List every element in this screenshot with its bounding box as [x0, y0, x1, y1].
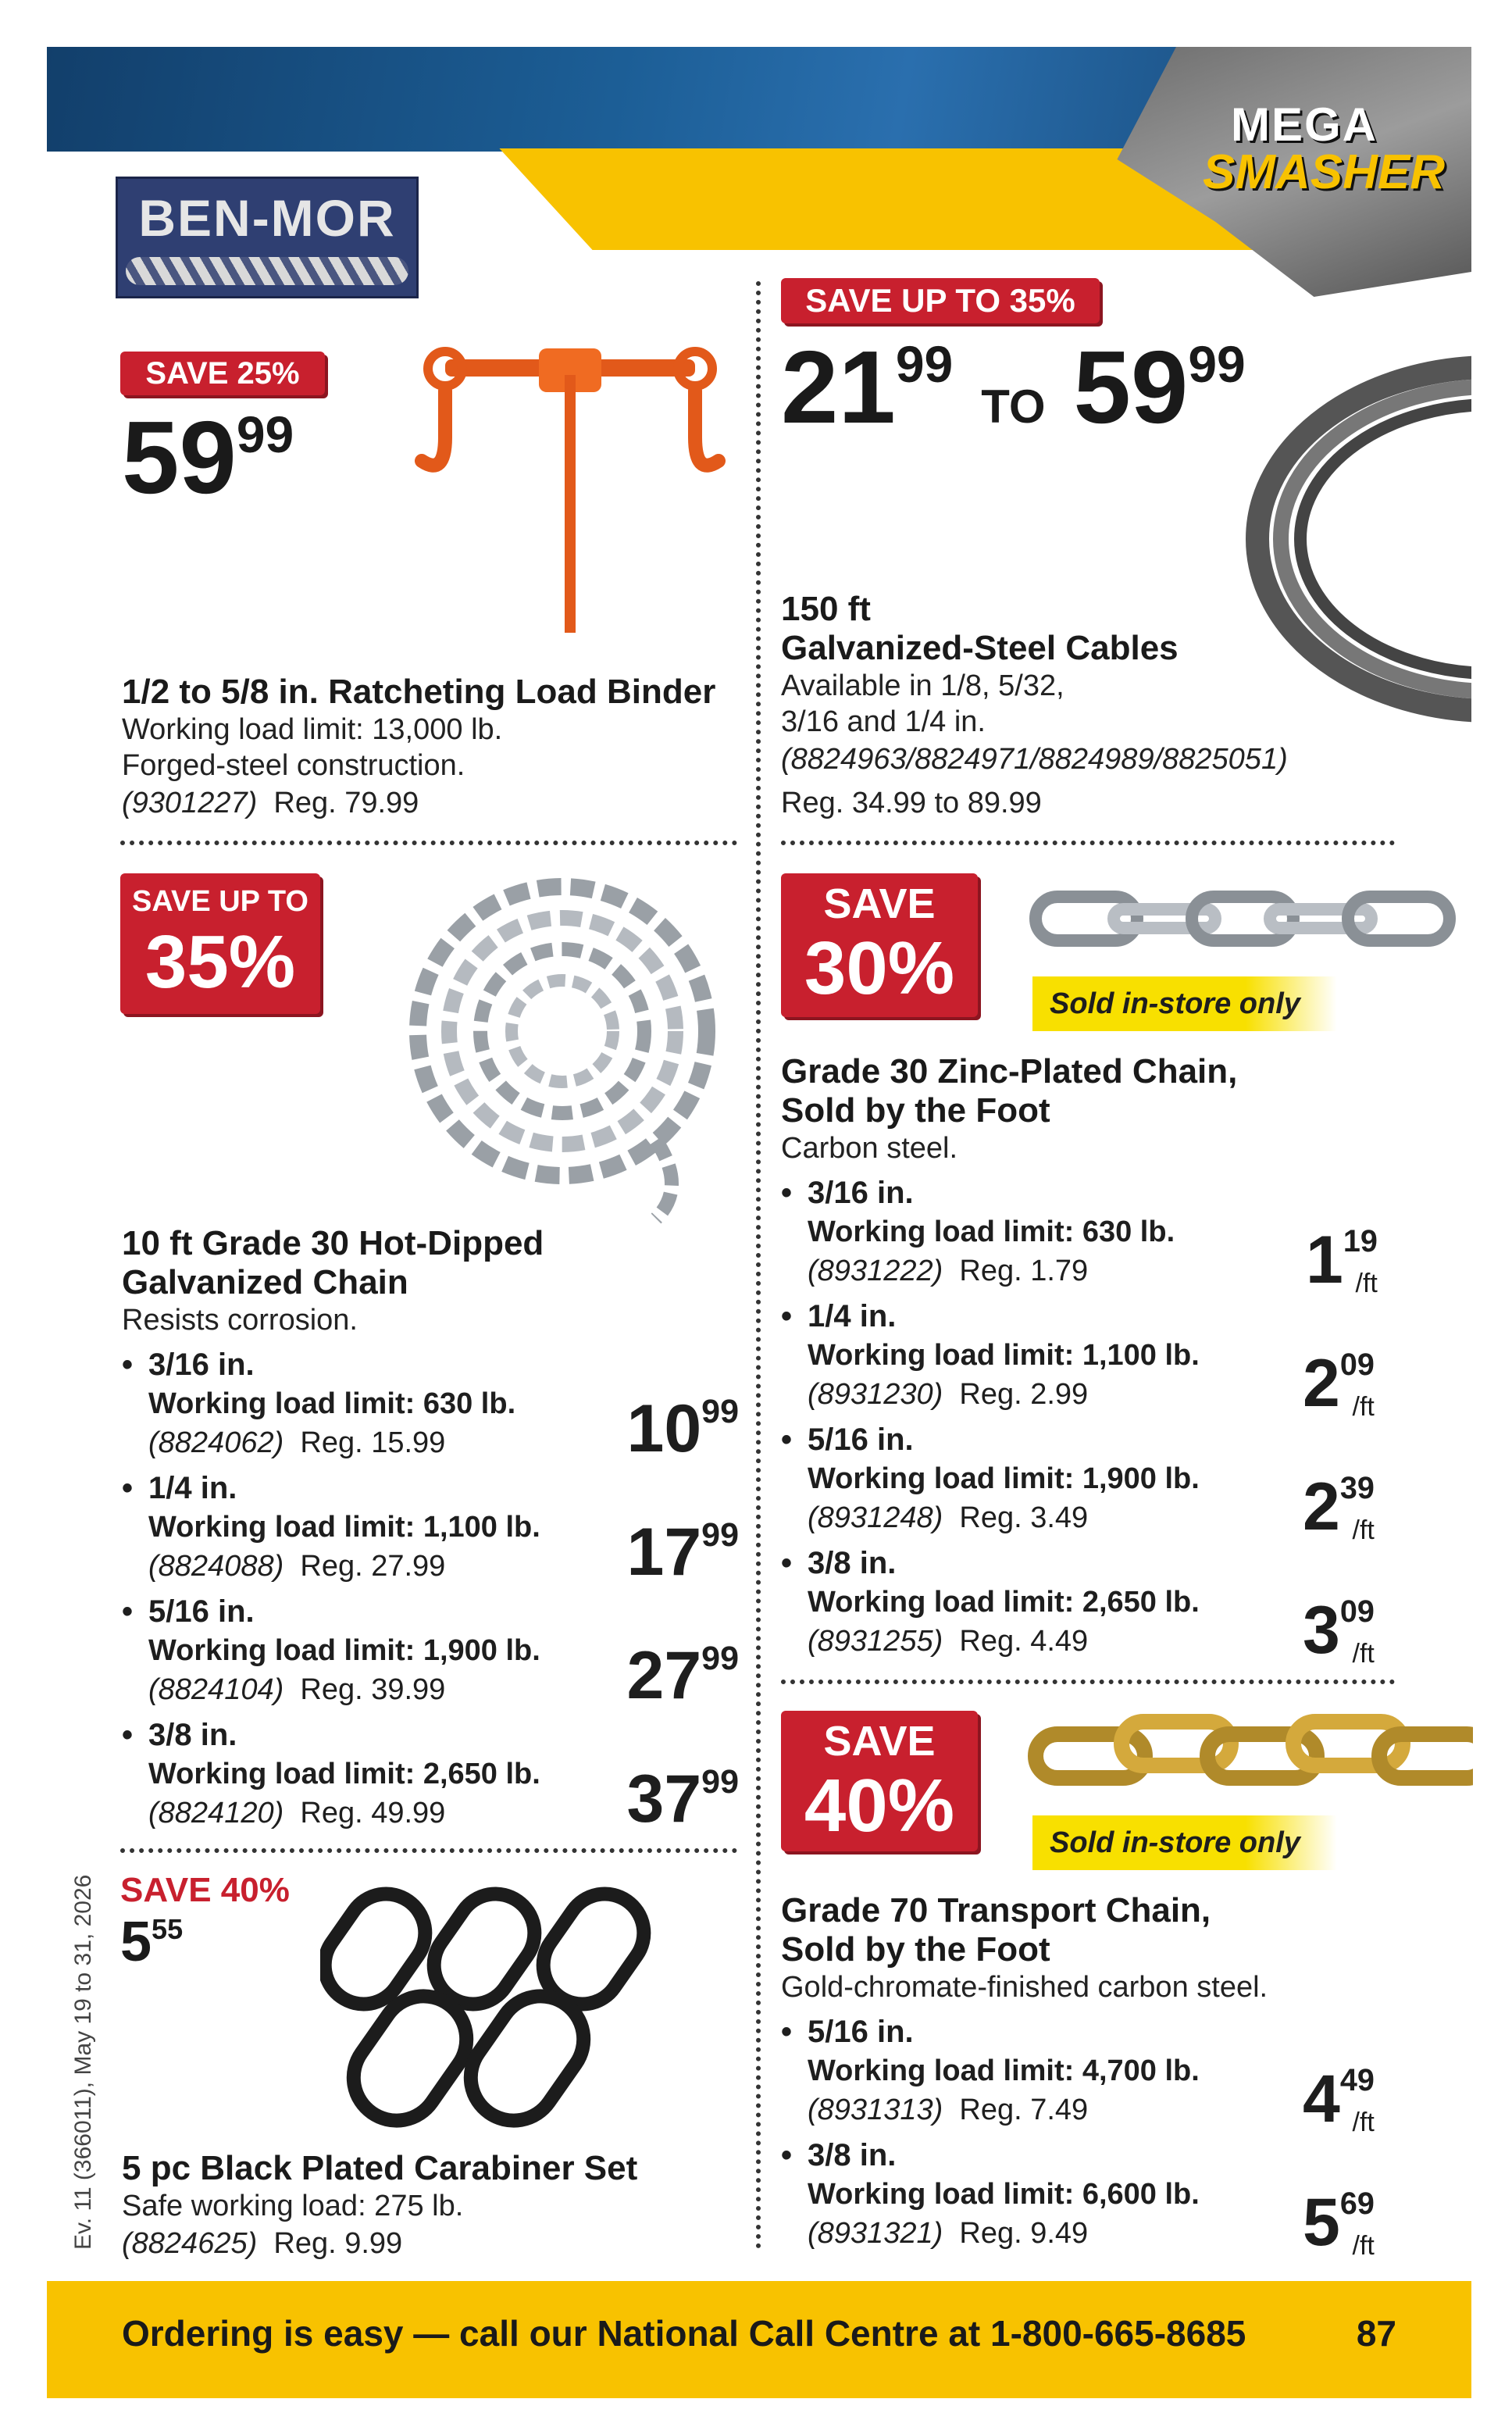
zinc-variant-1-wll: Working load limit: 630 lb.: [808, 1216, 1175, 1248]
carabiner-desc: Safe working load: 275 lb.: [122, 2190, 464, 2222]
cables-reg: Reg. 34.99 to 89.99: [781, 787, 1042, 819]
smasher-text: SMASHER: [1203, 145, 1446, 199]
load-binder-badge: SAVE 25%: [120, 352, 325, 395]
carabiner-sku-reg: (8824625) Reg. 9.99: [122, 2227, 403, 2260]
cables-image: [1234, 344, 1471, 734]
galv-variant-3-sku-reg: (8824104) Reg. 39.99: [148, 1673, 446, 1706]
zinc-variant-2-price: $2^{09}$ /ft: [1303, 1346, 1375, 1422]
load-binder-sku: (9301227): [122, 787, 258, 819]
galv-variant-1-price: $10^{99}$: [626, 1391, 739, 1466]
zinc-variant-2-wll: Working load limit: 1,100 lb.: [808, 1339, 1200, 1372]
zinc-chain-sold-tag: Sold in-store only: [1032, 976, 1337, 1031]
edition-side-note: Ev. 11 (366011), May 19 to 31, 2026: [70, 1874, 96, 2250]
zinc-chain-badge: SAVE 30%: [781, 873, 978, 1017]
zinc-variant-2-size: • 1/4 in.: [808, 1297, 896, 1336]
carabiner-price: $5^{55}$: [120, 1911, 184, 1973]
transport-variant-2-sku-reg: (8931321) Reg. 9.49: [808, 2217, 1089, 2250]
galv-variant-2-wll: Working load limit: 1,100 lb.: [148, 1511, 540, 1544]
divider-right-1: [781, 841, 1395, 845]
cables-name-1: 150 ft: [781, 590, 871, 628]
footer-bar: [47, 2281, 1471, 2398]
mega-smasher-logo: [1203, 98, 1446, 199]
cables-badge: SAVE UP TO 35%: [781, 278, 1100, 323]
galv-variant-2-sku-reg: (8824088) Reg. 27.99: [148, 1550, 446, 1583]
transport-chain-sold-tag: Sold in-store only: [1032, 1815, 1337, 1870]
zinc-variant-3-size: • 5/16 in.: [808, 1420, 914, 1459]
galv-variant-4-size: • 3/8 in.: [148, 1715, 237, 1755]
cables-desc-2: 3/16 and 1/4 in.: [781, 705, 986, 738]
zinc-variant-3-sku-reg: (8931248) Reg. 3.49: [808, 1501, 1089, 1534]
galv-variant-2-size: • 1/4 in.: [148, 1469, 237, 1508]
galv-chain-name-2: Galvanized Chain: [122, 1263, 408, 1301]
load-binder-price: $59^{99}$: [122, 400, 294, 515]
carabiner-badge: SAVE 40%: [120, 1871, 290, 1909]
load-binder-desc-1: Working load limit: 13,000 lb.: [122, 713, 503, 746]
load-binder-desc-2: Forged-steel construction.: [122, 749, 465, 782]
column-divider: [756, 281, 761, 2250]
zinc-variant-1-sku-reg: (8931222) Reg. 1.79: [808, 1255, 1089, 1287]
zinc-variant-4-price: $3^{09}$ /ft: [1303, 1593, 1375, 1669]
zinc-chain-desc: Carbon steel.: [781, 1132, 958, 1165]
transport-chain-desc: Gold-chromate-finished carbon steel.: [781, 1971, 1268, 2004]
transport-chain-badge: SAVE 40%: [781, 1711, 978, 1851]
divider-left-2: [120, 1848, 737, 1853]
load-binder-name: 1/2 to 5/8 in. Ratcheting Load Binder: [122, 673, 716, 711]
cables-sku: (8824963/8824971/8824989/8825051): [781, 743, 1288, 776]
footer-call-centre-text: Ordering is easy — call our National Call Centre at 1-800-665-8685: [122, 2313, 1246, 2354]
galv-variant-4-sku-reg: (8824120) Reg. 49.99: [148, 1797, 446, 1829]
galv-chain-name-1: 10 ft Grade 30 Hot-Dipped: [122, 1224, 544, 1262]
transport-variant-1-sku-reg: (8931313) Reg. 7.49: [808, 2094, 1089, 2126]
galv-variant-4-wll: Working load limit: 2,650 lb.: [148, 1758, 540, 1790]
transport-variant-1-size: • 5/16 in.: [808, 2012, 914, 2051]
galv-variant-3-size: • 5/16 in.: [148, 1592, 255, 1631]
load-binder-image: [414, 344, 726, 641]
carabiner-name: 5 pc Black Plated Carabiner Set: [122, 2149, 638, 2187]
mega-text: MEGA: [1231, 98, 1378, 151]
galv-variant-1-sku-reg: (8824062) Reg. 15.99: [148, 1426, 446, 1459]
galv-chain-desc: Resists corrosion.: [122, 1304, 358, 1337]
zinc-variant-4-size: • 3/8 in.: [808, 1544, 896, 1583]
ben-mor-logo: [116, 177, 419, 298]
galv-variant-3-wll: Working load limit: 1,900 lb.: [148, 1634, 540, 1667]
rope-graphic: [126, 257, 408, 285]
zinc-variant-1-price: $1^{19}$ /ft: [1306, 1223, 1378, 1298]
load-binder-sku-reg: [122, 784, 419, 822]
cables-price-range: $21^{99}TO$ $59^{99}$: [781, 330, 1246, 444]
divider-right-2: [781, 1680, 1395, 1684]
transport-variant-2-size: • 3/8 in.: [808, 2136, 896, 2175]
transport-variant-1-wll: Working load limit: 4,700 lb.: [808, 2054, 1200, 2087]
galv-variant-1-size: • 3/16 in.: [148, 1345, 255, 1384]
zinc-variant-3-wll: Working load limit: 1,900 lb.: [808, 1462, 1200, 1495]
zinc-chain-image: [1028, 880, 1473, 958]
galv-chain-image: [390, 875, 742, 1226]
ben-mor-logo-text: BEN-MOR: [138, 189, 396, 247]
transport-variant-1-price: $4^{49}$ /ft: [1303, 2062, 1375, 2137]
zinc-chain-name-2: Sold by the Foot: [781, 1091, 1050, 1130]
zinc-chain-name-1: Grade 30 Zinc-Plated Chain,: [781, 1052, 1238, 1091]
load-binder-reg: Reg. 79.99: [273, 787, 419, 819]
zinc-variant-4-sku-reg: (8931255) Reg. 4.49: [808, 1625, 1089, 1658]
cables-name-2: Galvanized-Steel Cables: [781, 629, 1179, 667]
galv-variant-1-wll: Working load limit: 630 lb.: [148, 1387, 516, 1420]
transport-variant-2-price: $5^{69}$ /ft: [1303, 2185, 1375, 2261]
transport-chain-name-1: Grade 70 Transport Chain,: [781, 1891, 1211, 1929]
transport-variant-2-wll: Working load limit: 6,600 lb.: [808, 2178, 1200, 2211]
galv-chain-badge: SAVE UP TO 35%: [120, 873, 320, 1014]
page-number: 87: [1356, 2313, 1396, 2354]
zinc-variant-3-price: $2^{39}$ /ft: [1303, 1469, 1375, 1545]
transport-chain-image: [1028, 1703, 1473, 1797]
carabiner-image: [320, 1875, 672, 2133]
divider-left-1: [120, 841, 737, 845]
galv-variant-4-price: $37^{99}$: [626, 1762, 739, 1837]
cables-desc-1: Available in 1/8, 5/32,: [781, 669, 1064, 702]
zinc-variant-2-sku-reg: (8931230) Reg. 2.99: [808, 1378, 1089, 1411]
zinc-variant-4-wll: Working load limit: 2,650 lb.: [808, 1586, 1200, 1619]
galv-variant-3-price: $27^{99}$: [626, 1638, 739, 1713]
transport-chain-name-2: Sold by the Foot: [781, 1930, 1050, 1969]
galv-variant-2-price: $17^{99}$: [626, 1515, 739, 1590]
zinc-variant-1-size: • 3/16 in.: [808, 1173, 914, 1212]
